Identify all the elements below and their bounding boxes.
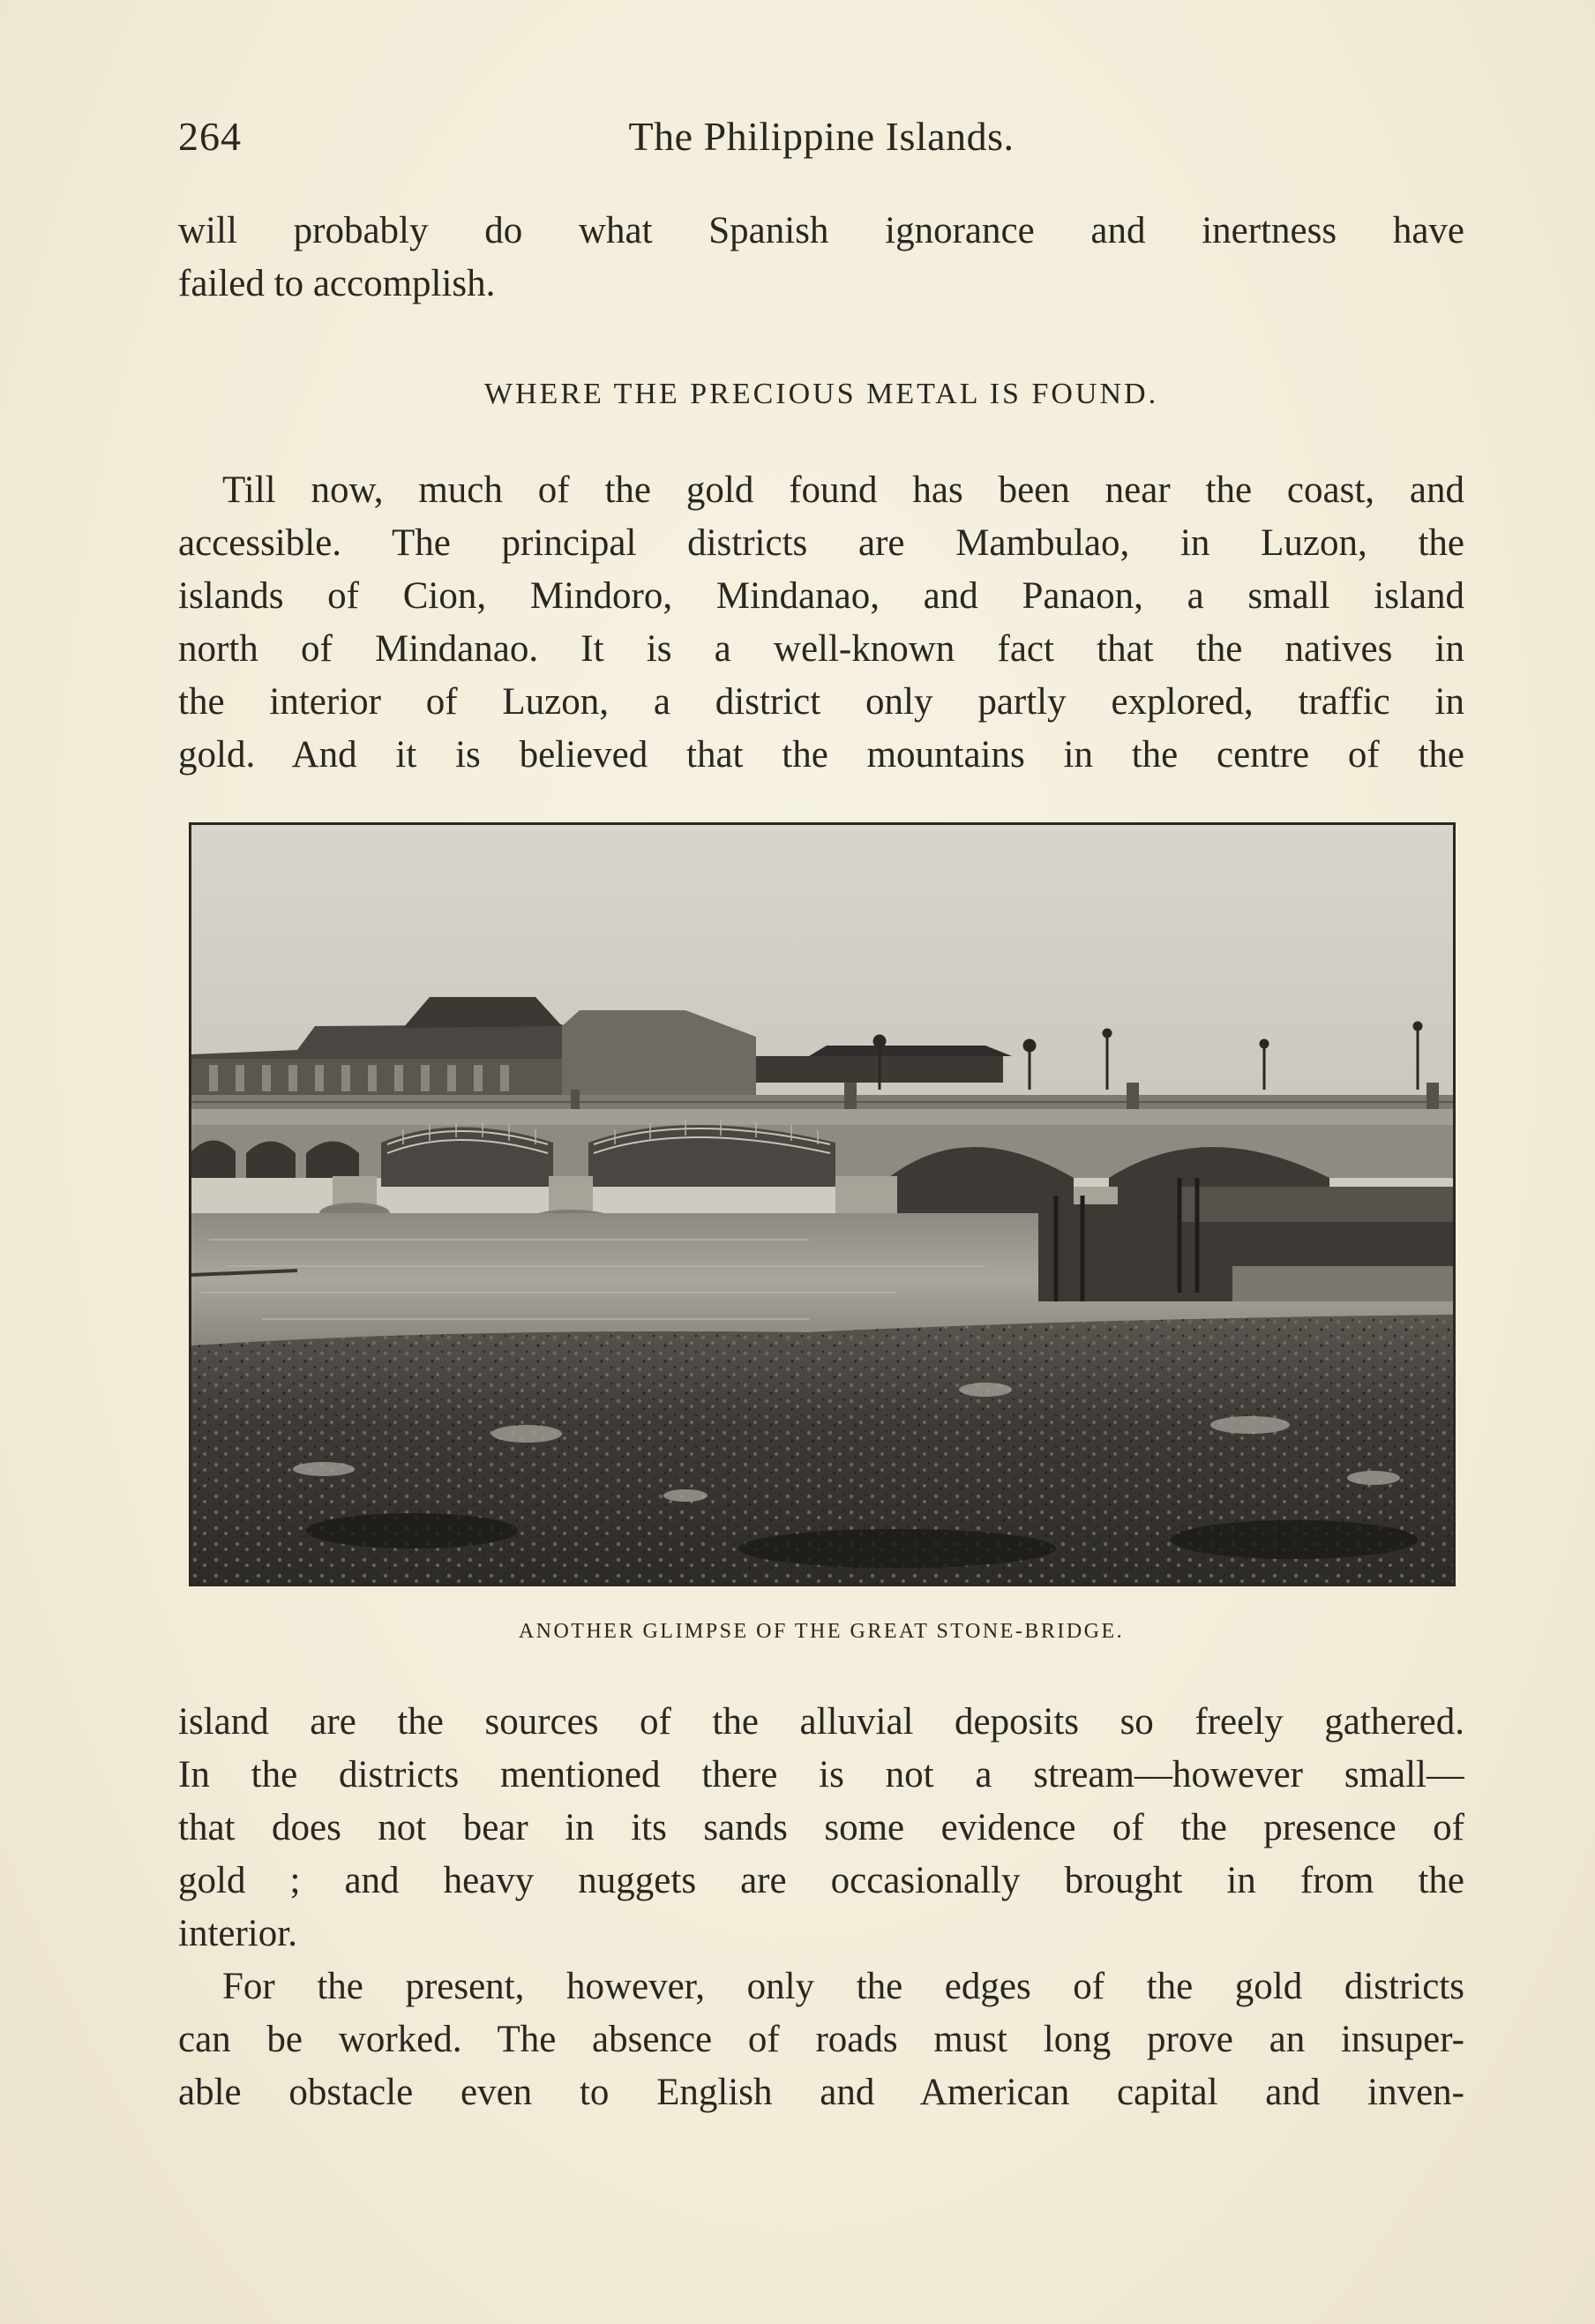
text-line: gold ; and heavy nuggets are occasionally brought in from the [178,1860,1464,1901]
text-line: can be worked. The absence of roads must long prove an insuper- [178,2019,1464,2060]
text-line: failed to accomplish. [178,263,496,304]
text-line: islands of Cion, Mindoro, Mindanao, and Panaon, a small island [178,575,1464,617]
text-line: that does not bear in its sands some evidence of the presence of [178,1807,1464,1848]
section-heading: WHERE THE PRECIOUS METAL IS FOUND. [483,378,1159,410]
bridge-photograph [189,822,1456,1586]
text-line: interior. [178,1913,297,1954]
text-line: north of Mindanao. It is a well-known fact that the natives in [178,628,1464,670]
text-line: island are the sources of the alluvial deposits so freely gathered. [178,1701,1464,1743]
text-line: accessible. The principal districts are Mambulao, in Luzon, the [178,522,1464,564]
text-line: gold. And it is believed that the mountains in the centre of the [178,734,1464,776]
page-header [178,106,1464,168]
text-line: For the present, however, only the edges of the gold districts [222,1966,1464,2007]
paragraph-gold-edges [178,1960,1464,2119]
running-title: The Philippine Islands. [628,114,1015,159]
text-line: In the districts mentioned there is not a stream—however small— [178,1754,1464,1795]
text-line: the interior of Luzon, a district only partly explored, traffic in [178,681,1464,723]
bridge-photo-illustration [191,825,1453,1584]
paragraph-gold-districts [178,464,1464,782]
text-line: able obstacle even to English and American capital and inven- [178,2072,1464,2113]
text-line: will probably do what Spanish ignorance and inertness have [178,210,1464,251]
text-line: Till now, much of the gold found has been near the coast, and [222,469,1464,511]
figure-caption: ANOTHER GLIMPSE OF THE GREAT STONE-BRIDGE. [518,1620,1125,1643]
intro-paragraph [178,205,1464,311]
page-number: 264 [178,114,242,159]
paragraph-alluvial-deposits [178,1696,1464,1960]
